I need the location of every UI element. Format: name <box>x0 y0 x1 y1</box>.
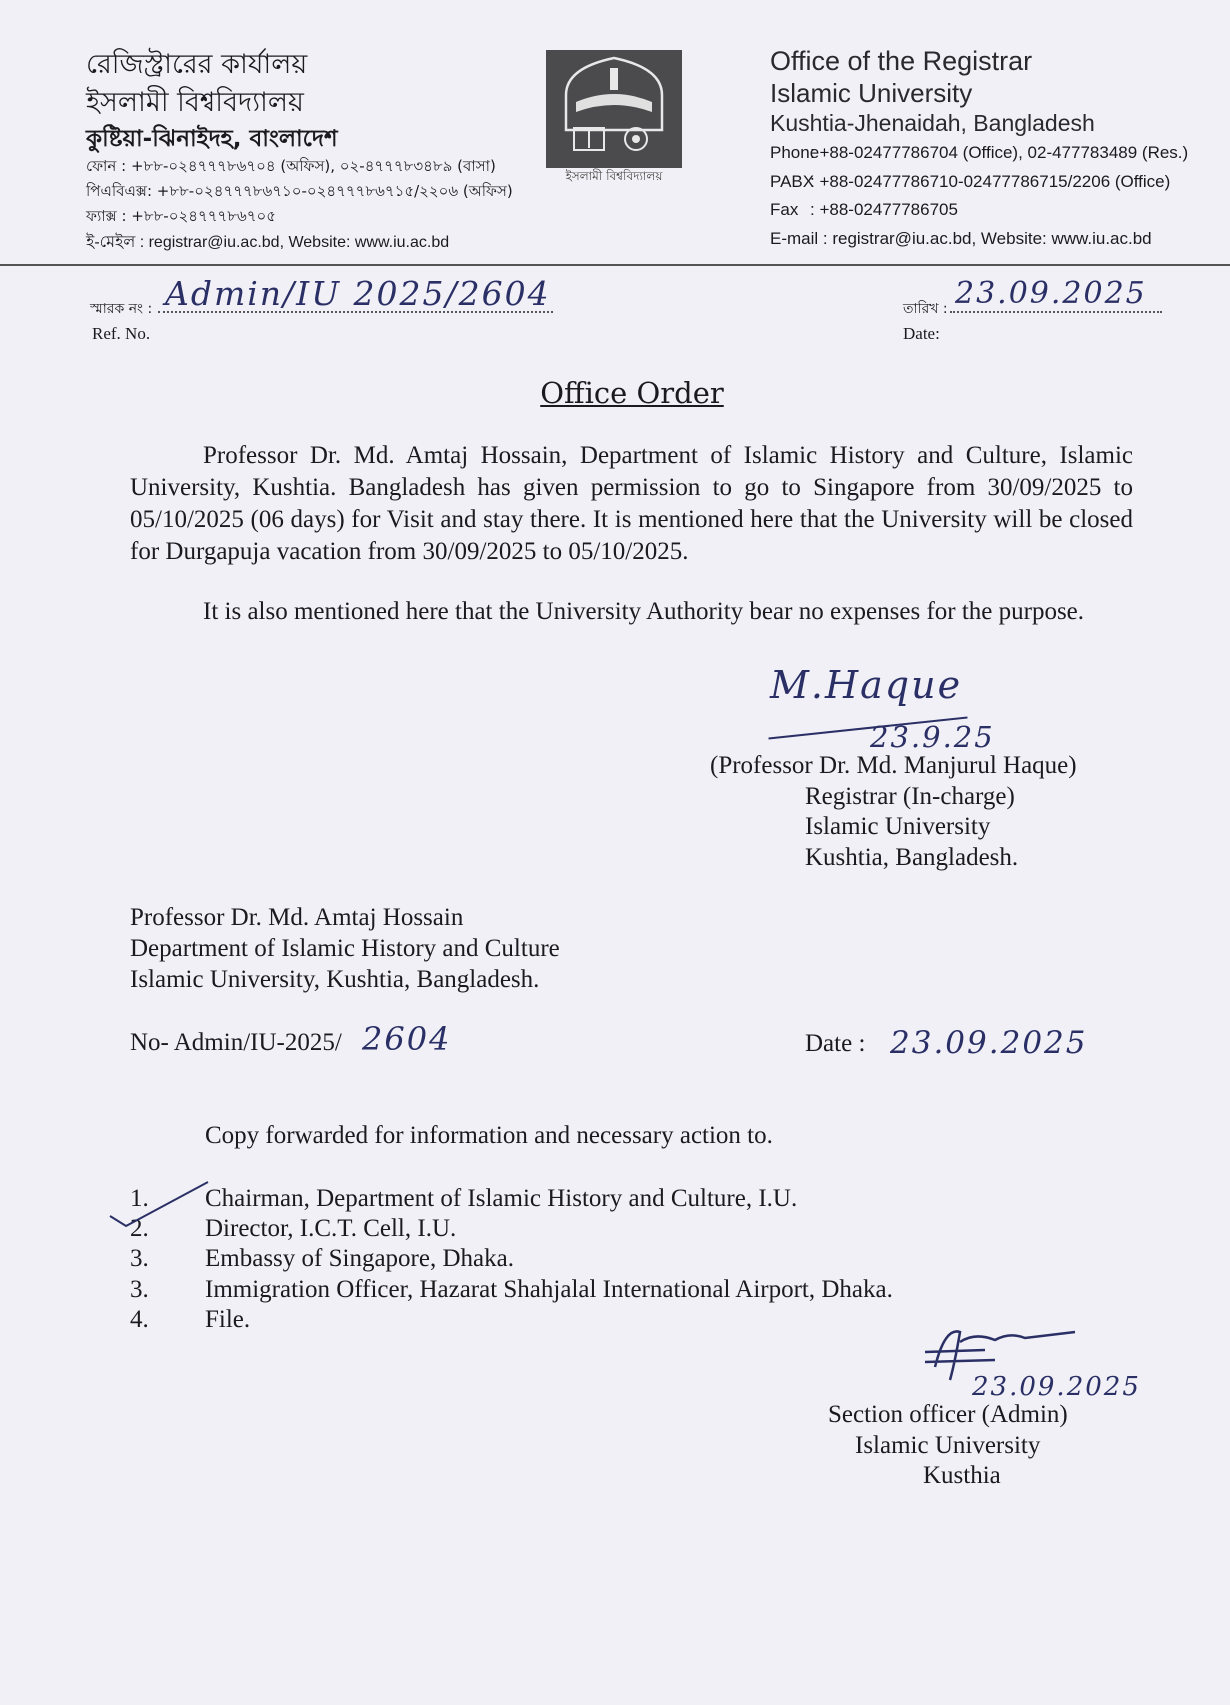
list-item-text: Chairman, Department of Islamic History and Culture, I.U. <box>205 1185 798 1212</box>
section-officer-title: Section officer (Admin) <box>828 1401 1068 1428</box>
registrar-org: Islamic University <box>805 813 991 840</box>
registrar-name: (Professor Dr. Md. Manjurul Haque) <box>710 752 1077 779</box>
registrar-signature: M.Haque <box>770 663 963 707</box>
list-item-number: 1. <box>130 1185 149 1212</box>
memo-date-handwritten: 23.09.2025 <box>890 1025 1088 1061</box>
bn-phone: ফোন : +৮৮-০২৪৭৭৭৮৬৭০৪ (অফিস), ০২-৪৭৭৭৮৩৪৮৯ (বাসা) <box>86 157 496 175</box>
phone-value: : +88-02477786704 (Office), 02-477783489 (Res.) <box>810 143 1189 162</box>
phone-label: Phone <box>770 143 820 162</box>
date-dotted-line <box>950 311 1162 313</box>
header-divider <box>0 264 1230 266</box>
date-label-en: Date: <box>903 324 940 343</box>
office-order-heading: Office Order <box>540 376 724 410</box>
list-item-text: Immigration Officer, Hazarat Shahjalal International Airport, Dhaka. <box>205 1276 893 1303</box>
en-office-title: Office of the Registrar <box>770 46 1033 76</box>
bn-university-title: ইসলামী বিশ্ববিদ্যালয় <box>86 87 304 118</box>
pabx-value: : +88-02477786710-02477786715/2206 (Office) <box>810 172 1171 191</box>
list-item-text: Director, I.C.T. Cell, I.U. <box>205 1215 457 1242</box>
registrar-signature-date: 23.9.25 <box>870 720 995 754</box>
date-label-bn: তারিখ : <box>903 301 948 317</box>
university-logo <box>546 50 682 168</box>
list-item-number: 3. <box>130 1276 149 1303</box>
section-officer-location: Kusthia <box>923 1462 1001 1489</box>
section-officer-org: Islamic University <box>855 1432 1041 1459</box>
contact-fax <box>770 200 958 220</box>
contact-phone <box>770 143 1188 163</box>
list-item-text: Embassy of Singapore, Dhaka. <box>205 1245 514 1272</box>
date-handwritten: 23.09.2025 <box>955 276 1147 311</box>
memo-date-label: Date : <box>805 1030 866 1057</box>
addressee-department: Department of Islamic History and Culture <box>130 935 560 962</box>
section-officer-signature-date: 23.09.2025 <box>972 1372 1141 1402</box>
addressee-address: Islamic University, Kushtia, Bangladesh. <box>130 966 540 993</box>
list-item-number: 2. <box>130 1215 149 1242</box>
order-paragraph-2: It is also mentioned here that the University Authority bear no expenses for the purpose. <box>203 598 1085 625</box>
registrar-title: Registrar (In-charge) <box>805 783 1015 810</box>
bn-pabx: পিএবিএক্স: +৮৮-০২৪৭৭৭৮৬৭১০-০২৪৭৭৭৮৬৭১৫/২২০৬ (অফিস) <box>86 182 513 200</box>
list-item-number: 3. <box>130 1245 149 1272</box>
bn-fax: ফ্যাক্স : +৮৮-০২৪৭৭৭৮৬৭০৫ <box>86 207 276 225</box>
contact-email: E-mail : registrar@iu.ac.bd, Website: www.iu.ac.bd <box>770 229 1152 248</box>
copy-forwarded-intro: Copy forwarded for information and necessary action to. <box>205 1122 773 1149</box>
list-item-text: File. <box>205 1306 251 1333</box>
addressee-name: Professor Dr. Md. Amtaj Hossain <box>130 904 464 931</box>
fax-value: : +88-02477786705 <box>810 200 958 219</box>
ref-label-bn: স্মারক নং : <box>90 301 153 317</box>
order-paragraph-1: Professor Dr. Md. Amtaj Hossain, Department of Islamic History and Culture, Islamic University, Kushtia. Bangladesh has given permission to go to Singapore from 30/09/2025 to 05/10/2025 (06 days) for Visit and stay there. It is mentioned here that the University will be closed for Durgapuja vacation from 30/09/2025 to 05/10/2025. <box>130 442 1133 565</box>
registrar-location: Kushtia, Bangladesh. <box>805 844 1019 871</box>
memo-number-label: No- Admin/IU-2025/ <box>130 1029 342 1056</box>
bn-location: কুষ্টিয়া-ঝিনাইদহ, বাংলাদেশ <box>86 126 338 152</box>
en-university-title: Islamic University <box>770 78 973 108</box>
ref-label-en: Ref. No. <box>92 324 151 343</box>
logo-caption: ইসলামী বিশ্ববিদ্যালয় <box>565 169 663 183</box>
contact-pabx <box>770 172 1170 192</box>
fax-label: Fax <box>770 200 799 219</box>
pabx-label: PABX <box>770 172 815 191</box>
memo-number-handwritten: 2604 <box>362 1020 452 1058</box>
bn-office-title: রেজিস্ট্রারের কার্যালয় <box>86 49 308 80</box>
en-location: Kushtia-Jhenaidah, Bangladesh <box>770 110 1095 136</box>
ref-number-handwritten: Admin/IU 2025/2604 <box>165 274 551 313</box>
list-item-number: 4. <box>130 1306 149 1333</box>
checkmark-icon <box>108 1178 218 1233</box>
bn-email: ই-মেইল : registrar@iu.ac.bd, Website: www.iu.ac.bd <box>86 234 450 251</box>
